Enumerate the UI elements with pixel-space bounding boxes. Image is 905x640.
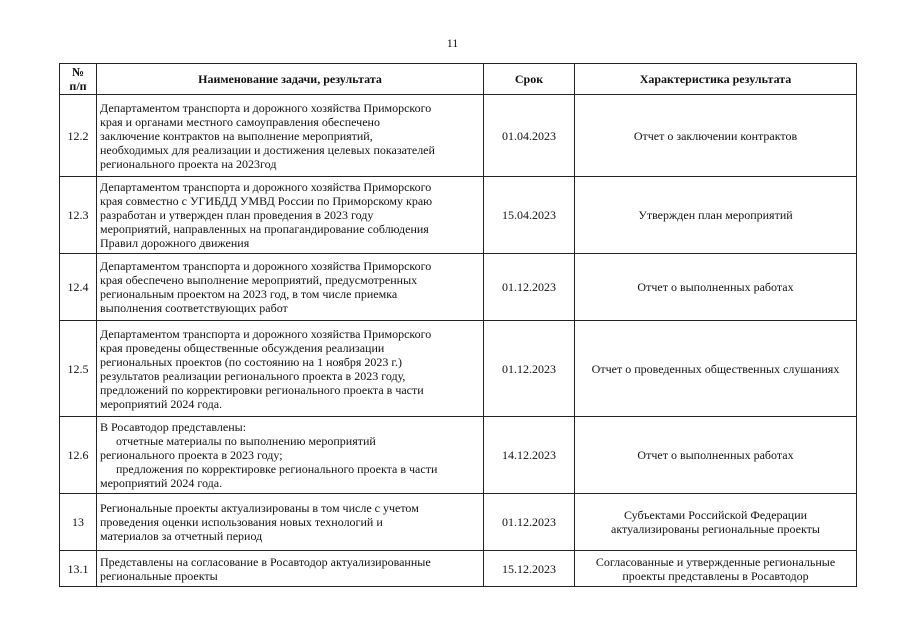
task-line: Департаментом транспорта и дорожного хозяйства Приморского: [100, 259, 432, 273]
task-line: Департаментом транспорта и дорожного хозяйства Приморского: [100, 180, 432, 194]
task-line: Представлены на согласование в Росавтодор актуализированные: [100, 554, 431, 569]
page-number: 11: [446, 36, 459, 50]
table-row: [60, 551, 857, 587]
header-date: Срок: [484, 64, 575, 95]
task-cell: [97, 551, 484, 587]
row-number: 12.3: [60, 177, 97, 254]
result-cell: [575, 95, 857, 177]
task-line: В Росавтодор представлены:: [100, 420, 247, 434]
header-num-line-2: п/п: [69, 79, 87, 93]
task-line: региональные проекты: [100, 568, 218, 583]
task-line: края совместно с УГИБДД УМВД России по Приморскому краю: [100, 194, 433, 208]
row-number: 12.6: [60, 417, 97, 494]
deadline-date: 01.04.2023: [484, 95, 575, 177]
task-cell: [97, 177, 484, 254]
result-cell: [575, 417, 857, 494]
table-row: [60, 321, 857, 417]
task-cell: [97, 494, 484, 551]
deadline-date: 01.12.2023: [484, 321, 575, 417]
task-line: материалов за отчетный период: [100, 529, 263, 543]
task-line: мероприятий, направленных на пропагандирование соблюдения: [100, 222, 429, 236]
task-line: мероприятий 2024 года.: [100, 396, 223, 411]
header-task: Наименование задачи, результата: [97, 64, 484, 95]
table-row: [60, 95, 857, 177]
task-line: мероприятий 2024 года.: [100, 476, 223, 490]
row-number: 12.4: [60, 254, 97, 321]
task-text: [100, 180, 480, 250]
task-line: Правил дорожного движения: [100, 236, 250, 250]
task-text: [100, 555, 480, 583]
task-line: отчетные материалы по выполнению мероприятий: [116, 434, 376, 448]
task-line: края и органами местного самоуправления обеспечено: [100, 114, 380, 129]
task-line: Департаментом транспорта и дорожного хозяйства Приморского: [100, 326, 432, 341]
task-line: региональным проектом на 2023 год, в том числе приемка: [100, 287, 398, 301]
result-line: Отчет о проведенных общественных слушаниях: [591, 361, 840, 376]
result-line: Отчет о выполненных работах: [637, 448, 794, 462]
header-result: Характеристика результата: [575, 64, 857, 95]
task-line: проведения оценки использования новых технологий и: [100, 515, 383, 529]
result-line: Отчет о выполненных работах: [637, 280, 794, 294]
deadline-date: 01.12.2023: [484, 494, 575, 551]
task-line: предложений по корректировки регионального проекта в части: [100, 382, 424, 397]
header-num-line-1: №: [71, 65, 85, 79]
task-text: [100, 327, 480, 411]
task-text: [100, 501, 480, 543]
result-cell: [575, 254, 857, 321]
task-text: [100, 259, 480, 315]
task-line: региональных проектов (по состоянию на 1 ноября 2023 г.): [100, 354, 402, 369]
table-body: [60, 95, 857, 587]
task-cell: [97, 417, 484, 494]
task-line: разработан и утвержден план проведения в 2023 году: [100, 208, 374, 222]
deadline-date: 14.12.2023: [484, 417, 575, 494]
result-line: актуализированы региональные проекты: [611, 522, 820, 536]
row-number: 13.1: [60, 551, 97, 587]
task-cell: [97, 321, 484, 417]
table-row: [60, 417, 857, 494]
result-cell: [575, 321, 857, 417]
task-cell: [97, 254, 484, 321]
table-row: [60, 254, 857, 321]
task-text: [100, 101, 480, 171]
task-line: края проведены общественные обсуждения реализации: [100, 340, 385, 355]
tasks-table: [59, 63, 857, 587]
deadline-date: 15.04.2023: [484, 177, 575, 254]
result-cell: [575, 177, 857, 254]
task-line: Департаментом транспорта и дорожного хозяйства Приморского: [100, 100, 432, 115]
header-num: [60, 64, 97, 95]
result-line: проекты представлены в Росавтодор: [622, 568, 809, 583]
result-cell: [575, 494, 857, 551]
result-cell: [575, 551, 857, 587]
table-header-row: [60, 64, 857, 95]
task-text: [100, 420, 480, 490]
table-row: [60, 494, 857, 551]
result-line: Субъектами Российской Федерации: [623, 508, 808, 522]
result-line: Отчет о заключении контрактов: [633, 128, 798, 143]
result-line: Утвержден план мероприятий: [638, 208, 793, 222]
task-line: предложения по корректировке регионального проекта в части: [116, 462, 438, 476]
task-line: результатов реализации регионального проекта в 2023 году,: [100, 368, 406, 383]
task-line: регионального проекта на 2023год: [100, 156, 277, 171]
deadline-date: 15.12.2023: [484, 551, 575, 587]
task-line: выполнения соответствующих работ: [100, 301, 288, 315]
task-line: края обеспечено выполнение мероприятий, предусмотренных: [100, 273, 418, 287]
task-line: необходимых для реализации и достижения целевых показателей: [100, 142, 435, 157]
task-line: Региональные проекты актуализированы в том числе с учетом: [100, 501, 419, 515]
row-number: 12.5: [60, 321, 97, 417]
task-line: регионального проекта в 2023 году;: [100, 448, 283, 462]
row-number: 12.2: [60, 95, 97, 177]
task-line: заключение контрактов на выполнение мероприятий,: [100, 128, 373, 143]
task-cell: [97, 95, 484, 177]
row-number: 13: [60, 494, 97, 551]
table-row: [60, 177, 857, 254]
deadline-date: 01.12.2023: [484, 254, 575, 321]
result-line: Согласованные и утвержденные региональные: [595, 554, 836, 569]
